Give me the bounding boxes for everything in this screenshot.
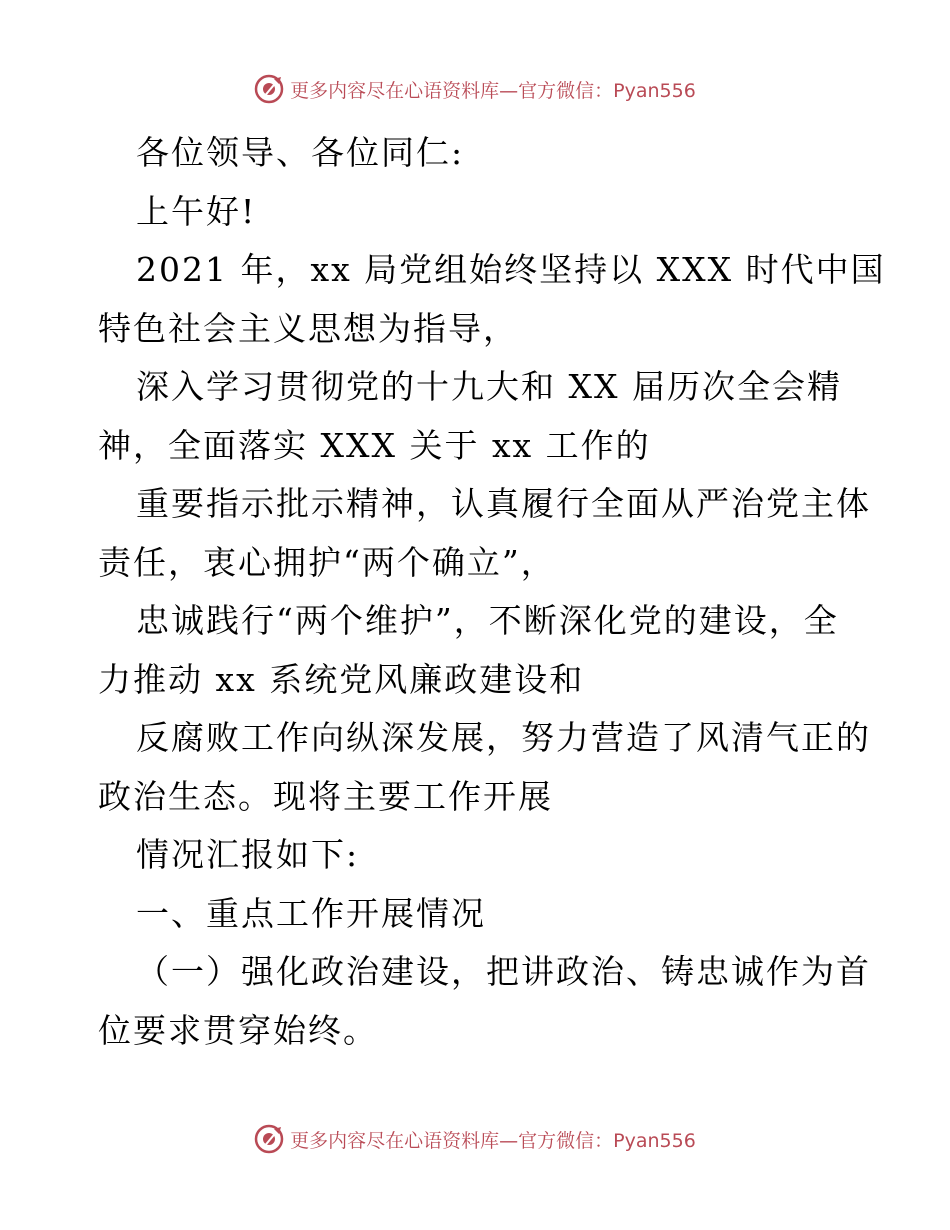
watermark-text: 更多内容尽在心语资料库—官方微信：Pyan556 xyxy=(290,79,696,102)
quill-seal-logo-icon xyxy=(254,74,284,104)
subsection-heading-continued: 位要求贯穿始终。 xyxy=(98,1010,378,1050)
paragraph-line: 反腐败工作向纵深发展，努力营造了风清气正的 xyxy=(136,718,871,757)
paragraph-line: 忠诚践行“两个维护”，不断深化党的建设，全 xyxy=(136,601,839,640)
paragraph-line: 神，全面落实 XXX 关于 xx 工作的 xyxy=(98,425,651,465)
greeting: 上午好! xyxy=(136,191,257,231)
paragraph-line: 责任，衷心拥护“两个确立”， xyxy=(98,542,556,582)
subsection-heading: （一）强化政治建设，把讲政治、铸忠诚作为首 xyxy=(136,952,871,991)
section-heading: 一、重点工作开展情况 xyxy=(136,893,486,933)
document-body xyxy=(98,124,886,1060)
watermark-text: 更多内容尽在心语资料库—官方微信：Pyan556 xyxy=(290,1129,696,1152)
paragraph-line: 深入学习贯彻党的十九大和 XX 届历次全会精 xyxy=(136,367,842,406)
header-watermark xyxy=(0,74,950,104)
salutation: 各位领导、各位同仁: xyxy=(136,133,465,172)
paragraph-line: 重要指示批示精神，认真履行全面从严治党主体 xyxy=(136,484,871,523)
paragraph-line: 政治生态。现将主要工作开展 xyxy=(98,776,553,816)
quill-seal-logo-icon xyxy=(254,1124,284,1154)
footer-watermark xyxy=(0,1124,950,1154)
paragraph-line: 特色社会主义思想为指导， xyxy=(98,308,518,348)
paragraph-line: 力推动 xx 系统党风廉政建设和 xyxy=(98,659,585,699)
paragraph-line: 情况汇报如下: xyxy=(136,835,360,874)
paragraph-line: 2021 年，xx 局党组始终坚持以 XXX 时代中国 xyxy=(136,250,886,289)
